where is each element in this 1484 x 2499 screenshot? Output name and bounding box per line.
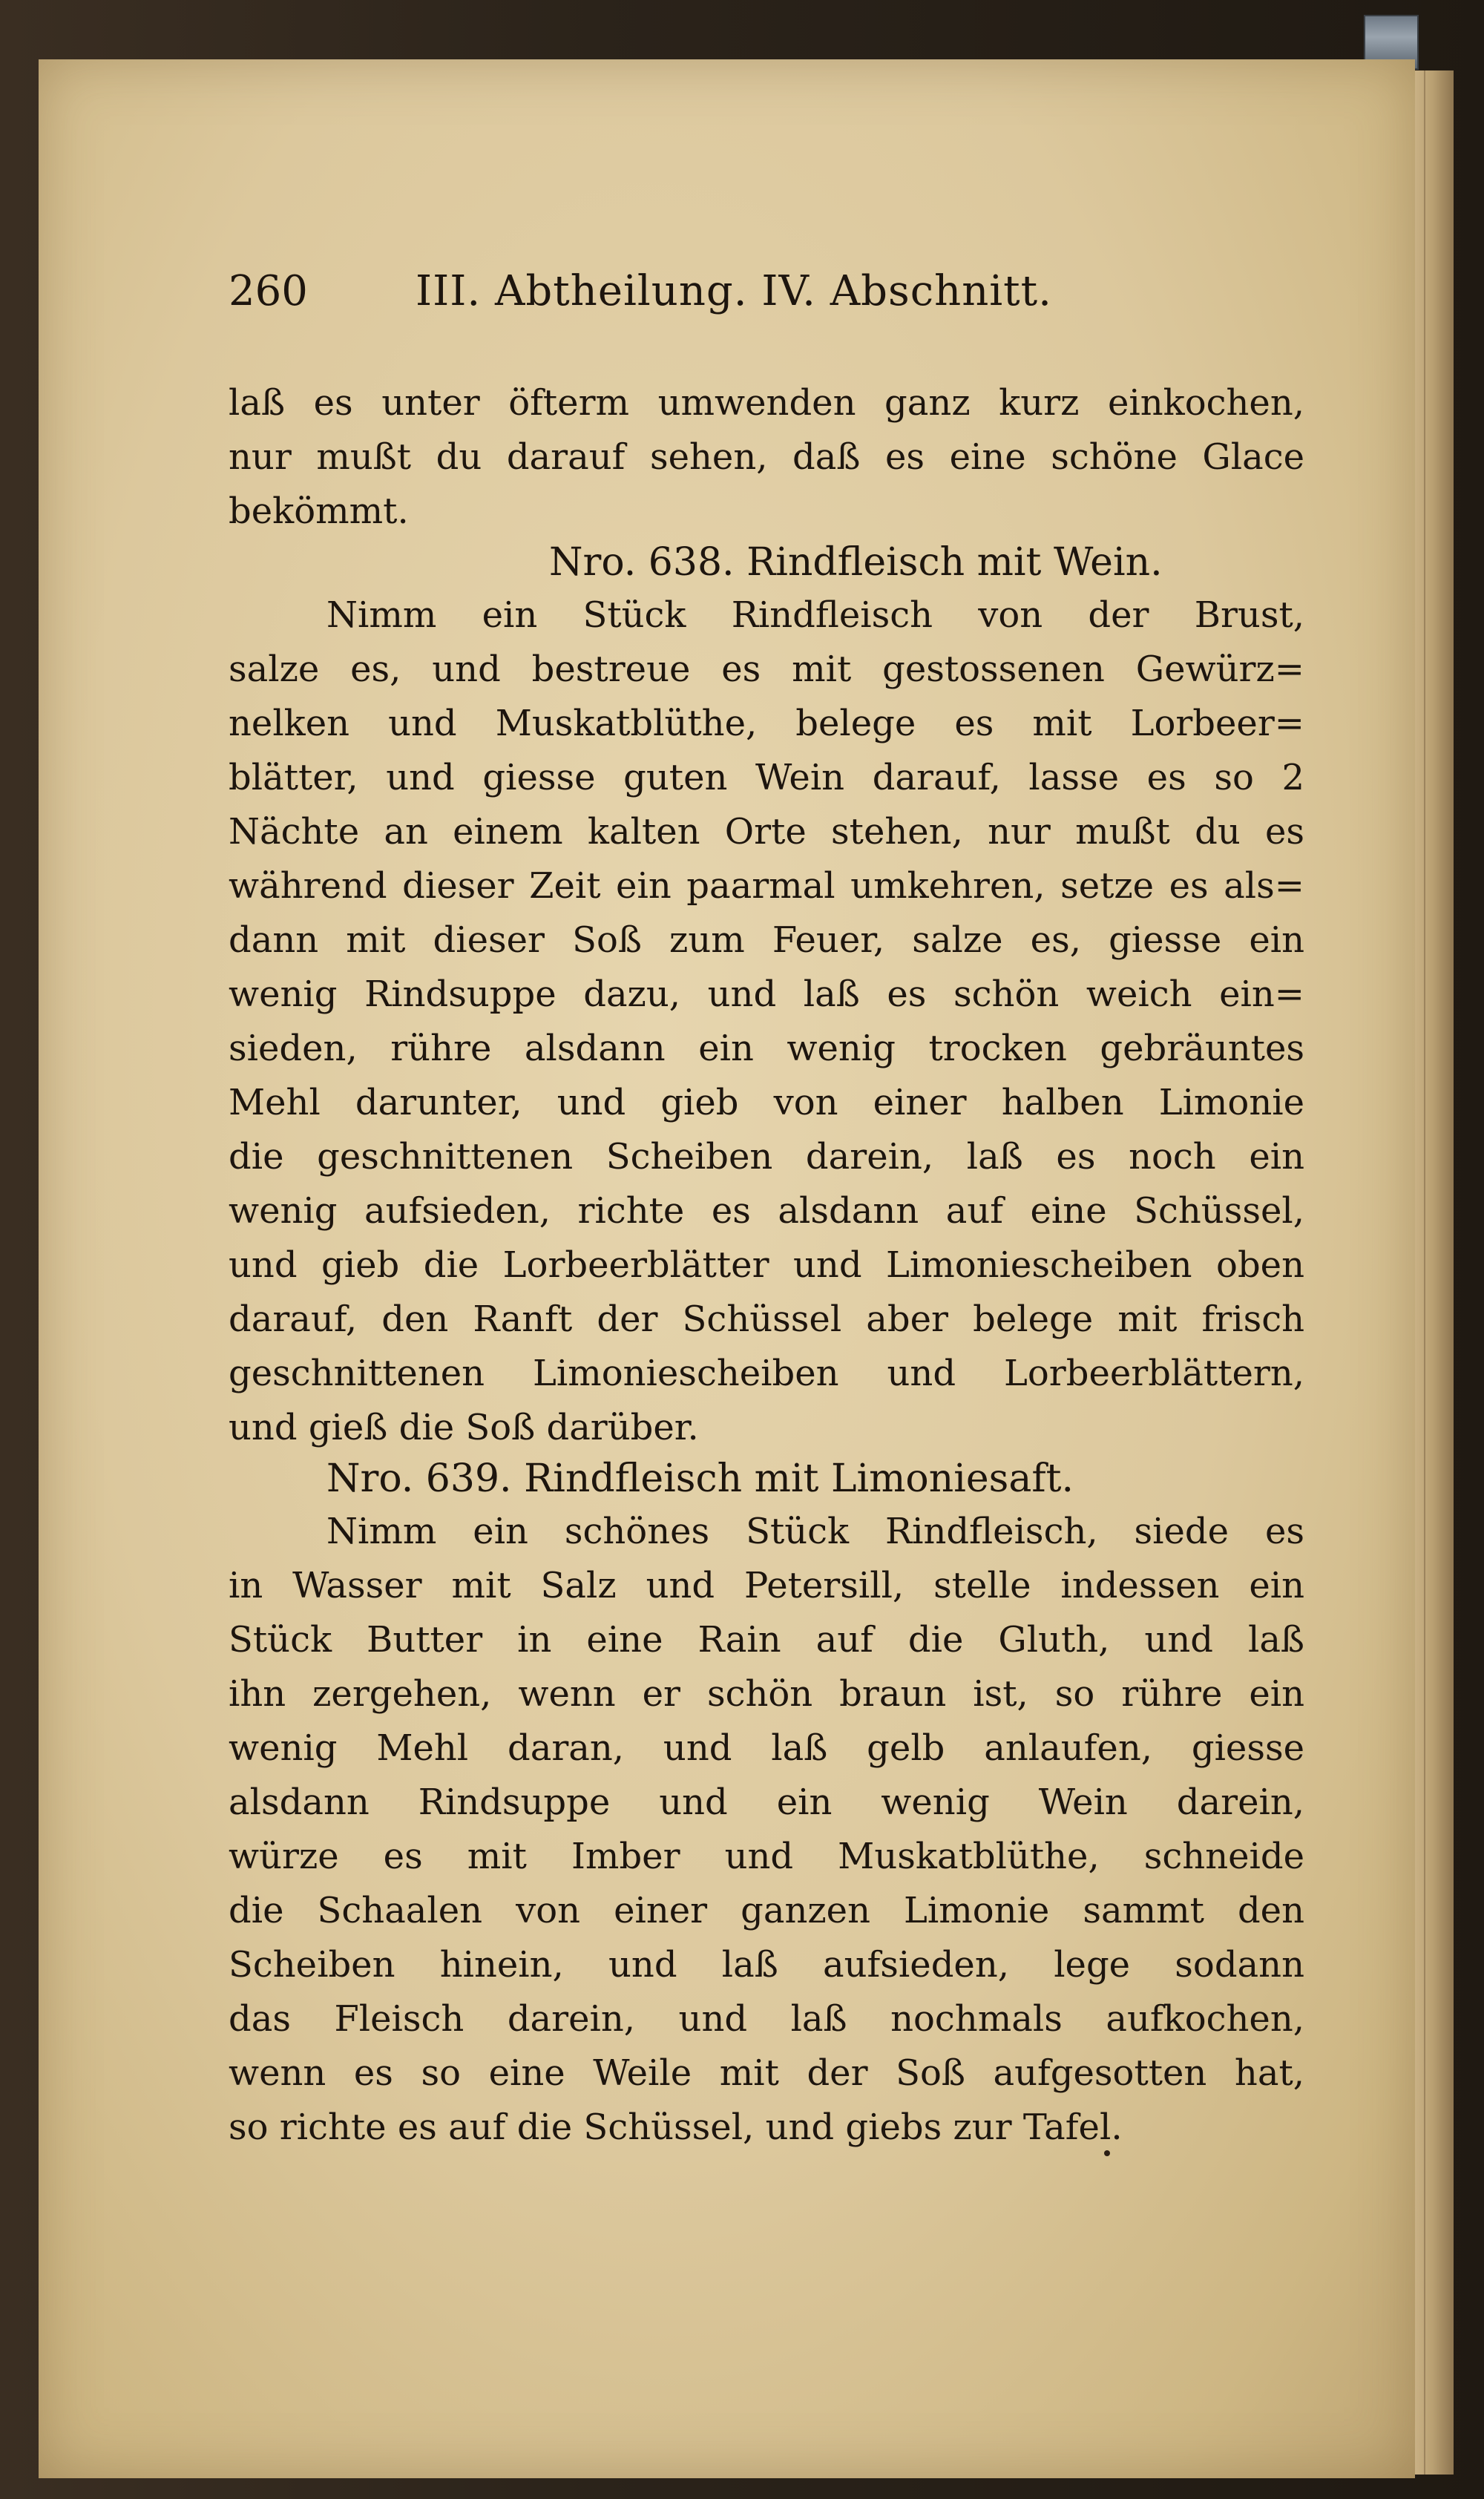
text-line: Nächte an einem kalten Orte stehen, nur mußt du es (229, 811, 1304, 853)
text-line: während dieser Zeit ein paarmal umkehren, setze es als= (229, 865, 1304, 907)
text-line: wenig aufsieden, richte es alsdann auf eine Schüssel, (229, 1190, 1304, 1232)
text-line: laß es unter öfterm umwenden ganz kurz einkochen, (229, 382, 1304, 424)
text-line: und gieb die Lorbeerblätter und Limoniescheiben oben (229, 1244, 1304, 1286)
text-line: wenn es so eine Weile mit der Soß aufgesotten hat, (229, 2052, 1304, 2094)
recipe-heading-638: Nro. 638. Rindfleisch mit Wein. (549, 540, 1163, 585)
running-head-title: III. Abtheilung. IV. Abschnitt. (416, 267, 1052, 315)
text-line: nelken und Muskatblüthe, belege es mit Lorbeer= (229, 703, 1304, 744)
text-line: nur mußt du darauf sehen, daß es eine schöne Glace (229, 436, 1304, 478)
text-line: in Wasser mit Salz und Petersill, stelle indessen ein (229, 1565, 1304, 1606)
text-line: wenig Mehl daran, und laß gelb anlaufen, giesse (229, 1727, 1304, 1769)
text-line: bekömmt. (229, 490, 409, 532)
text-line: Nimm ein Stück Rindfleisch von der Brust, (326, 594, 1304, 636)
text-line: salze es, und bestreue es mit gestossenen Gewürz= (229, 648, 1304, 690)
text-line: Mehl darunter, und gieb von einer halben Limonie (229, 1082, 1304, 1123)
text-line: darauf, den Ranft der Schüssel aber belege mit frisch (229, 1298, 1304, 1340)
text-line: alsdann Rindsuppe und ein wenig Wein darein, (229, 1782, 1304, 1823)
text-line: Scheiben hinein, und laß aufsieden, lege sodann (229, 1944, 1304, 1986)
text-line: geschnittenen Limoniescheiben und Lorbeerblättern, (229, 1353, 1304, 1394)
text-line: so richte es auf die Schüssel, und giebs zur Tafel. (229, 2106, 1123, 2148)
text-line: ihn zergehen, wenn er schön braun ist, so rühre ein (229, 1673, 1304, 1715)
text-line: die geschnittenen Scheiben darein, laß es noch ein (229, 1136, 1304, 1178)
ink-speck (1104, 2150, 1110, 2156)
text-line: und gieß die Soß darüber. (229, 1407, 699, 1448)
page-number: 260 (229, 267, 308, 315)
text-line: die Schaalen von einer ganzen Limonie sammt den (229, 1890, 1304, 1931)
text-line: sieden, rühre alsdann ein wenig trocken gebräuntes (229, 1028, 1304, 1069)
adjacent-page-edge (1414, 70, 1454, 2475)
text-line: Stück Butter in eine Rain auf die Gluth, und laß (229, 1619, 1304, 1661)
recipe-heading-639: Nro. 639. Rindfleisch mit Limoniesaft. (326, 1457, 1074, 1501)
text-line: Nimm ein schönes Stück Rindfleisch, siede es (326, 1511, 1304, 1552)
running-head (229, 267, 1312, 319)
text-line: blätter, und giesse guten Wein darauf, lasse es so 2 (229, 757, 1304, 798)
text-line: das Fleisch darein, und laß nochmals aufkochen, (229, 1998, 1304, 2040)
text-line: dann mit dieser Soß zum Feuer, salze es, giesse ein (229, 919, 1304, 961)
text-line: wenig Rindsuppe dazu, und laß es schön weich ein= (229, 973, 1304, 1015)
text-line: würze es mit Imber und Muskatblüthe, schneide (229, 1836, 1304, 1877)
